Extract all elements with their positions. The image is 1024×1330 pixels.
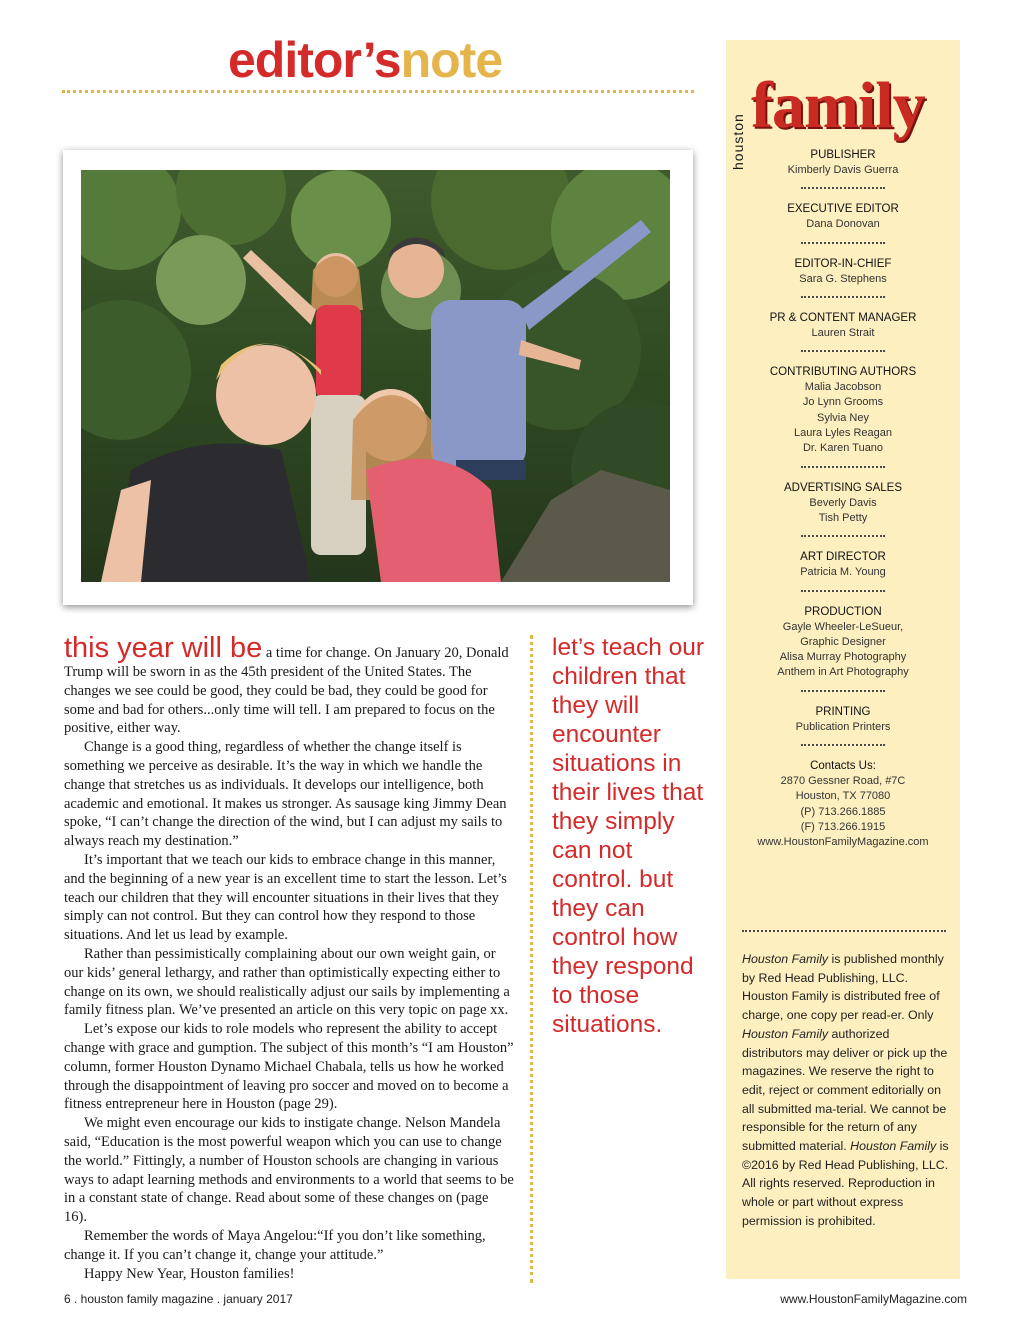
masthead-role: CONTRIBUTING AUTHORS [769,366,917,379]
logo-houston-text: houston [730,113,746,170]
masthead-name: Laura Lyles Reagan [793,427,893,440]
family-photo [81,170,670,582]
masthead-role: EXECUTIVE EDITOR [787,203,899,216]
masthead-name: Sylvia Ney [817,411,869,424]
masthead-name: Sara G. Stephens [799,272,887,285]
masthead-sidebar [726,40,960,1279]
masthead-name: 2870 Gessner Road, #7C [780,775,906,788]
masthead-name: Gayle Wheeler-LeSueur, [782,620,904,633]
article-paragraph: Let’s expose our kids to role models who represent the ability to accept change with grace and gumption. The subject of this month’s “I am Houston” column, former Houston Dynamo Michael Chabala, tells us how he worked through the disappointment of leaving pro soccer and moved on to become a fitness entrepreneur here in Houston (page 29). [64,1021,514,1113]
masthead-name: Lauren Strait [811,326,875,339]
publication-disclaimer [742,950,950,1231]
article-paragraph: It’s important that we teach our kids to embrace change in this manner, and the beginning of a new year is an excellent time to start the lesson. Let’s teach our children that they will encounter situations in their lives that they simply can not control. But they can control how they respond to those situations. And let us lead by example. [64,851,507,944]
article-paragraph: Remember the words of Maya Angelou:“If you don’t like something, change it. If you can’t change it, change your attitude.” [64,1227,486,1263]
disclaimer-italic: Houston Family [742,952,829,966]
article-paragraph-text: a time for change. On January 20, Donald Trump will be sworn in as the 45th president of the United States. The changes we see could be good, they could be bad, they could be good for some and bad for others...only time will tell. I am prepared to focus on the positive, either way. [64,645,509,737]
masthead-block [726,550,960,580]
footer-page-info: 6 . houston family magazine . january 2017 [64,1292,293,1306]
masthead-name: Graphic Designer [800,635,886,648]
masthead-separator [801,296,885,298]
title-editors: editor’s [228,32,401,88]
article-paragraph: Happy New Year, Houston families! [84,1265,295,1282]
masthead-name: Patricia M. Young [800,566,886,579]
logo-family-text: family [751,69,925,142]
masthead-separator [801,350,885,352]
masthead-role: Contacts Us: [810,760,876,773]
masthead-separator [801,744,885,746]
masthead-separator [801,590,885,592]
masthead-name: (P) 713.266.1885 [800,805,886,818]
masthead-name: Kimberly Davis Guerra [787,164,899,176]
masthead-role: EDITOR-IN-CHIEF [794,257,892,270]
masthead-name: (F) 713.266.1915 [800,820,886,833]
masthead-block [726,257,960,287]
disclaimer-italic: Houston Family [850,1139,937,1154]
article-body [64,633,514,1283]
masthead-name: Alisa Murray Photography [779,651,907,664]
masthead-name: Publication Printers [795,720,891,733]
masthead-name: Houston, TX 77080 [795,790,891,803]
masthead-name: Beverly Davis [809,496,877,509]
article-paragraph [64,633,514,738]
masthead-block [726,705,960,735]
masthead-block [726,605,960,681]
article-lead: this year will be [64,632,263,664]
masthead-role: ART DIRECTOR [800,551,886,564]
column-divider [530,635,533,1283]
masthead-name: Malia Jacobson [804,381,882,394]
masthead-role: PR & CONTENT MANAGER [769,311,917,324]
sidebar-divider [742,930,946,932]
disclaimer-text: authorized distributors may deliver or pick up the magazines. We reserve the right to edit, reject or comment editorially on all submitted ma-terial. We cannot be responsible for the return of any submitted material. [742,1026,948,1154]
title-note: note [400,32,503,88]
footer-website: www.HoustonFamilyMagazine.com [780,1292,967,1306]
disclaimer-italic: Houston Family [742,1026,829,1041]
masthead-role: PRODUCTION [804,605,882,618]
masthead-name: Jo Lynn Grooms [802,396,884,409]
masthead-name: Anthem in Art Photography [777,666,909,679]
masthead-role: ADVERTISING SALES [783,481,903,494]
masthead-role: PRINTING [815,705,871,718]
masthead-separator [801,466,885,468]
article-paragraph: We might even encourage our kids to instigate change. Nelson Mandela said, “Education is the most powerful weapon which you can use to change the world.” Fittingly, a number of Houston schools are changing in various ways to adapt learning methods and environments to a world that seems to be in a constant state of change. Read about some of these changes on (page 16). [64,1115,514,1226]
masthead-name: Dr. Karen Tuano [802,442,884,455]
masthead-name: Tish Petty [818,511,868,524]
disclaimer-text: is ©2016 by Red Head Publishing, LLC. All rights reserved. Reproduction in whole or part without express permission is prohibited. [742,1139,949,1228]
masthead-block [726,759,960,850]
masthead-block [726,481,960,527]
article-paragraph: Rather than pessimistically complaining about our own weight gain, or our kids’ general lethargy, and rather than optimistically expecting either to change on its own, we should realistically adjust our sails by implementing a family fitness plan. We’ve presented an article on this very topic on page xx. [64,945,510,1019]
masthead-block [726,365,960,456]
page-title [228,30,502,90]
article-paragraph: Change is a good thing, regardless of whether the change itself is something we perceive as desirable. It’s the way in which we handle the change that stretches us as individuals. It develops our intelligence, both academic and emotional. It makes us stronger. As sausage king Jimmy Dean spoke, “I can’t change the direction of the wind, but I can adjust my sails to always reach my destination.” [64,739,507,850]
masthead-block [726,202,960,232]
masthead-block [726,311,960,341]
photo-frame [63,150,693,605]
masthead-separator [801,690,885,692]
masthead-separator [801,187,885,189]
pull-quote: let’s teach our children that they will encounter situations in their lives that they simply can not control. but they can control how they respond to those situations. [552,634,705,1038]
masthead-role: PUBLISHER [810,149,876,161]
masthead-separator [801,535,885,537]
masthead-name: Dana Donovan [806,218,880,231]
header-divider [62,90,694,93]
masthead-name: www.HoustonFamilyMagazine.com [757,836,929,849]
masthead-list [726,148,960,851]
disclaimer-text: is published monthly by Red Head Publishing, LLC. Houston Family is distributed free of charge, one copy per read-er. Only [742,952,944,1023]
masthead-separator [801,242,885,244]
masthead-block [726,148,960,178]
